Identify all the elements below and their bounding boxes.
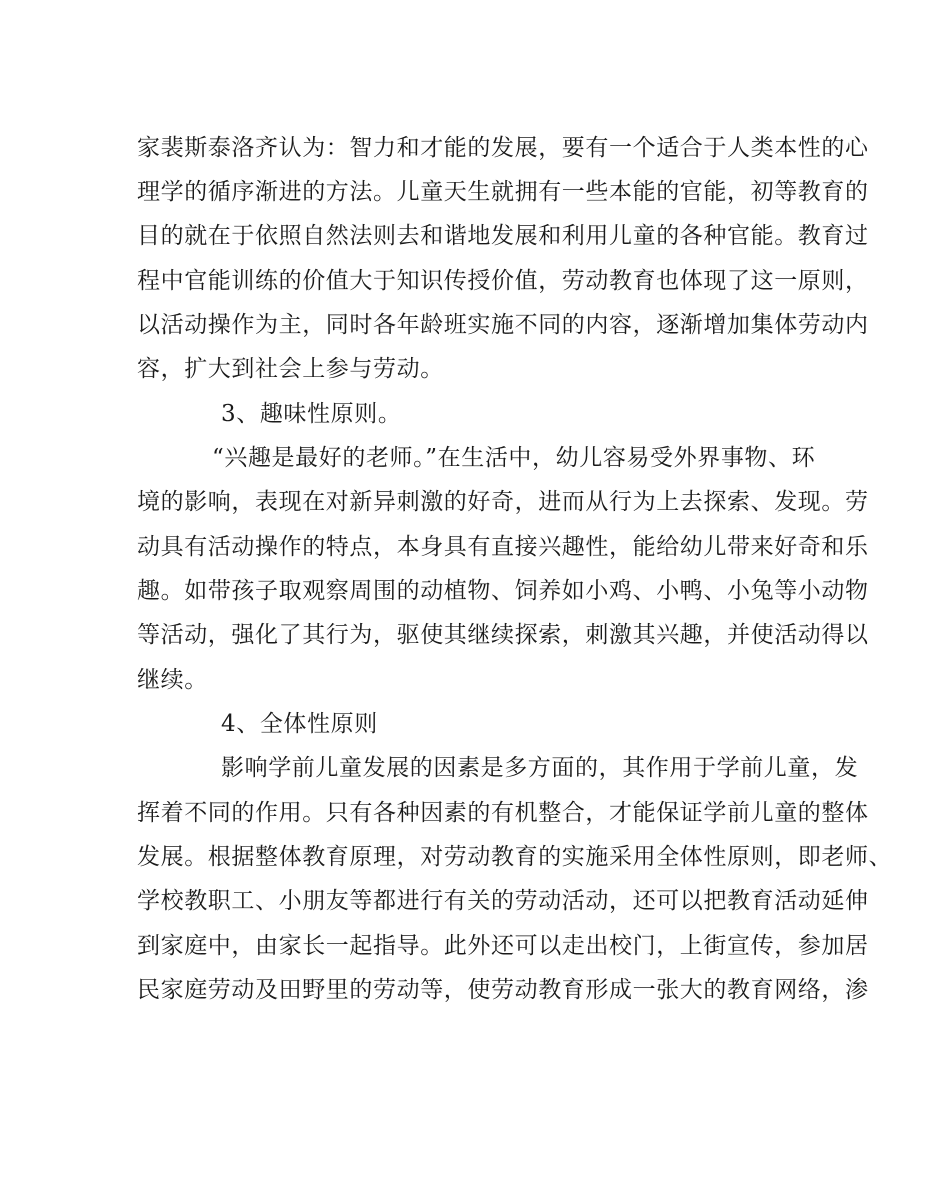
- text-line: 目的就在于依照自然法则去和谐地发展和利用儿童的各种官能。教育过: [137, 223, 869, 249]
- text-line: 学校教职工、小朋友等都进行有关的劳动活动，还可以把教育活动延伸: [137, 888, 869, 914]
- text-line: 程中官能训练的价值大于知识传授价值，劳动教育也体现了这一原则，: [137, 268, 869, 294]
- section-heading: 3、趣味性原则。: [221, 401, 402, 427]
- section-heading: 4、全体性原则: [221, 711, 378, 737]
- text-line: 挥着不同的作用。只有各种因素的有机整合，才能保证学前儿童的整体: [137, 800, 869, 826]
- text-line: 理学的循序渐进的方法。儿童天生就拥有一些本能的官能，初等教育的: [137, 179, 869, 205]
- text-line: 影响学前儿童发展的因素是多方面的，其作用于学前儿童，发: [221, 755, 859, 781]
- text-line: 继续。: [137, 667, 208, 693]
- text-line: 容，扩大到社会上参与劳动。: [137, 356, 444, 382]
- text-line: 家裴斯泰洛齐认为：智力和才能的发展，要有一个适合于人类本性的心: [137, 135, 869, 161]
- text-line: 发展。根据整体教育原理，对劳动教育的实施采用全体性原则，即老师、: [137, 844, 893, 870]
- text-line: 趣。如带孩子取观察周围的动植物、饲养如小鸡、小鸭、小兔等小动物: [137, 578, 869, 604]
- text-line: “兴趣是最好的老师。”在生活中，幼儿容易受外界事物、环: [212, 445, 816, 471]
- text-line: 到家庭中，由家长一起指导。此外还可以走出校门，上街宣传，参加居: [137, 933, 869, 959]
- text-line: 动具有活动操作的特点，本身具有直接兴趣性，能给幼儿带来好奇和乐: [137, 534, 869, 560]
- text-line: 以活动操作为主，同时各年龄班实施不同的内容，逐渐增加集体劳动内: [137, 312, 869, 338]
- text-line: 民家庭劳动及田野里的劳动等，使劳动教育形成一张大的教育网络，渗: [137, 977, 869, 1003]
- text-line: 境的影响，表现在对新异刺激的好奇，进而从行为上去探索、发现。劳: [137, 489, 869, 515]
- text-line: 等活动，强化了其行为，驱使其继续探索，刺激其兴趣，并使活动得以: [137, 622, 869, 648]
